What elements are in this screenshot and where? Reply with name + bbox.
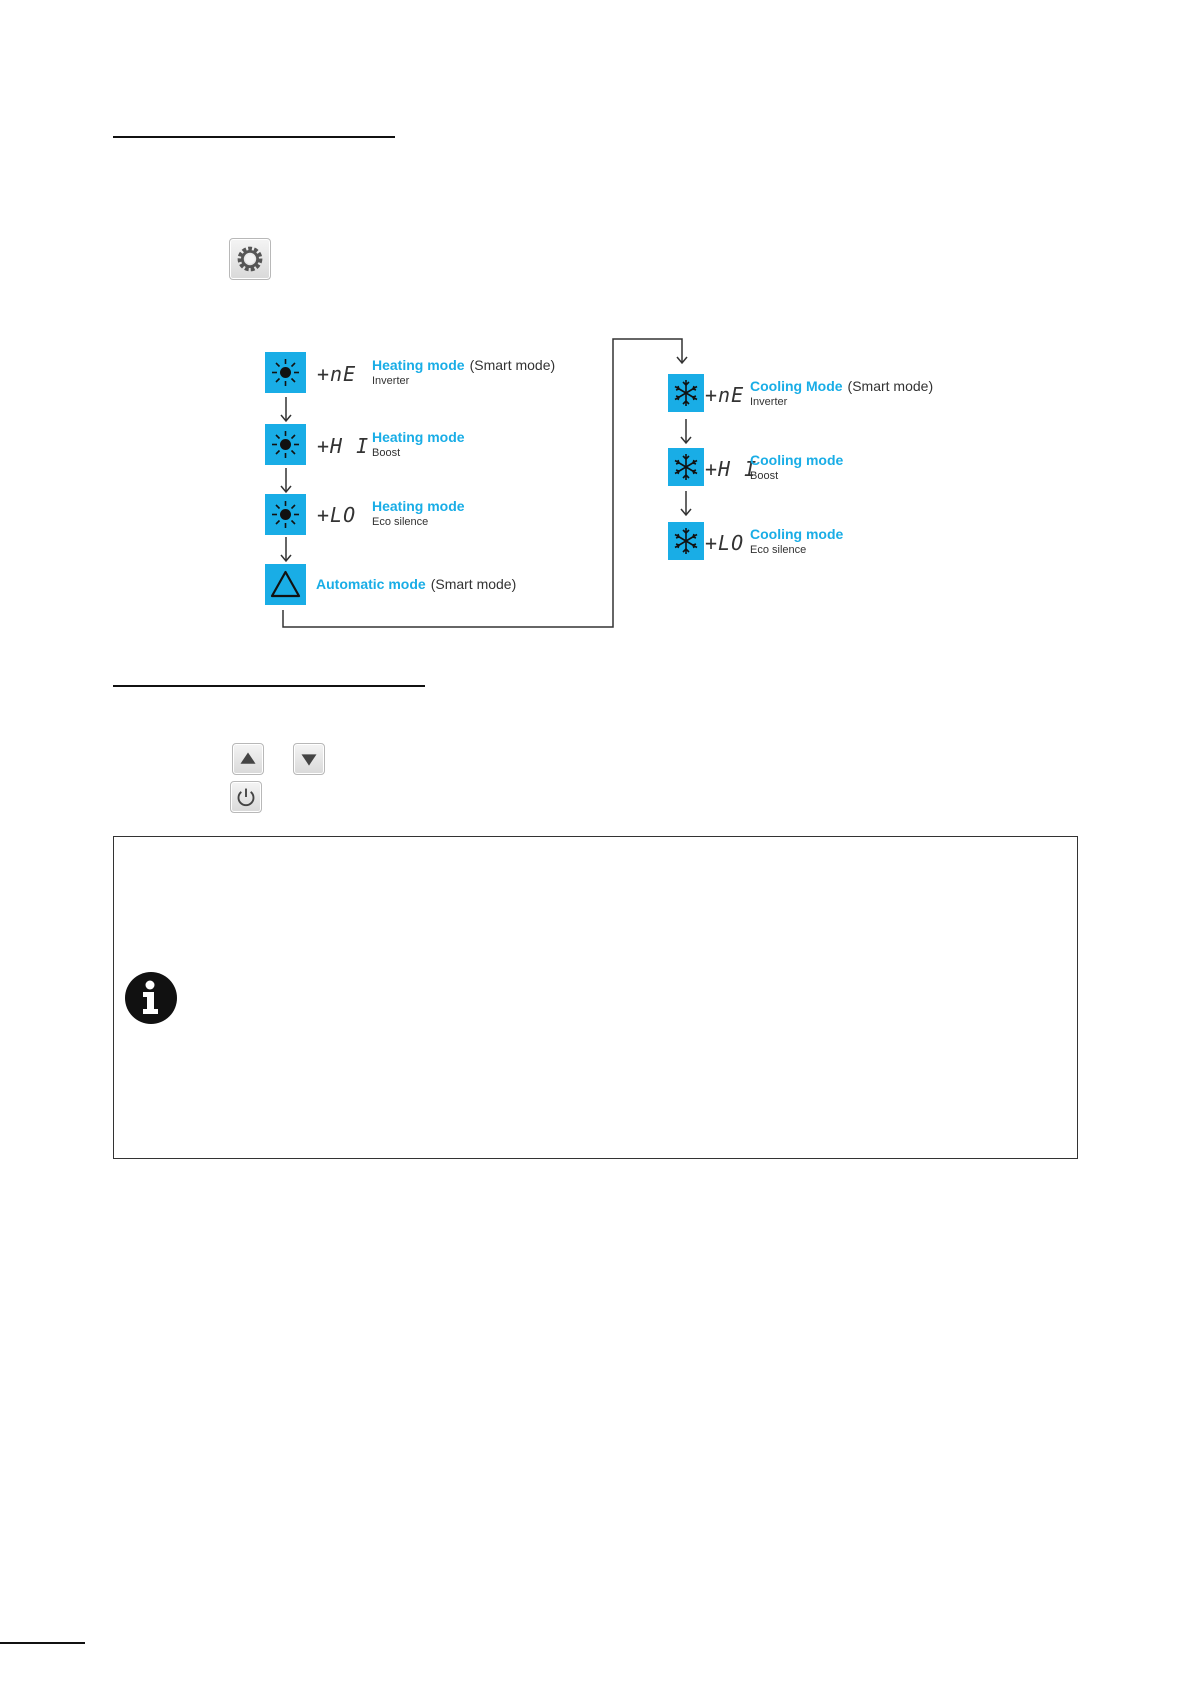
mode-code: +nE <box>705 383 745 407</box>
up-button[interactable] <box>232 743 264 775</box>
mode-subtitle: Eco silence <box>372 516 429 528</box>
mode-title-text: Automatic mode <box>316 576 426 592</box>
mode-title <box>750 526 848 542</box>
snowflake-icon <box>668 448 704 486</box>
info-note-box <box>113 836 1078 1159</box>
snowflake-icon-tile <box>668 448 704 486</box>
down-arrow-icon <box>294 744 324 774</box>
mode-subtitle: Eco silence <box>750 544 807 556</box>
gear-icon <box>230 239 270 279</box>
section-rule-middle <box>113 685 425 687</box>
mode-subtitle: Boost <box>372 447 401 459</box>
mode-paren: (Smart mode) <box>847 378 934 394</box>
mode-title-text: Heating mode <box>372 498 465 514</box>
snowflake-icon <box>668 522 704 560</box>
power-icon <box>231 782 261 812</box>
mode-title <box>750 378 933 394</box>
mode-code: +H I <box>317 434 370 458</box>
mode-code: +LO <box>317 503 357 527</box>
up-arrow-icon <box>233 744 263 774</box>
settings-button[interactable] <box>229 238 271 280</box>
mode-title-text: Heating mode <box>372 357 465 373</box>
mode-subtitle: Boost <box>750 470 779 482</box>
mode-title <box>750 452 848 468</box>
mode-title-text: Heating mode <box>372 429 465 445</box>
mode-code: +nE <box>317 362 357 386</box>
mode-title-text: Cooling Mode <box>750 378 843 394</box>
mode-code: +LO <box>705 531 745 555</box>
power-button[interactable] <box>230 781 262 813</box>
info-icon <box>124 971 178 1025</box>
mode-title-text: Cooling mode <box>750 526 844 542</box>
section-rule-top <box>113 136 395 138</box>
mode-paren: (Smart mode) <box>430 576 517 592</box>
mode-title-text: Cooling mode <box>750 452 844 468</box>
snowflake-icon <box>668 374 704 412</box>
mode-paren: (Smart mode) <box>469 357 556 373</box>
down-arrow-connector <box>679 419 693 445</box>
mode-subtitle: Inverter <box>372 375 410 387</box>
footer-rule <box>0 1642 85 1644</box>
cycle-connector-line <box>270 335 690 630</box>
down-button[interactable] <box>293 743 325 775</box>
mode-code: +H I <box>705 457 758 481</box>
down-arrow-connector <box>679 491 693 517</box>
snowflake-icon-tile <box>668 374 704 412</box>
snowflake-icon-tile <box>668 522 704 560</box>
mode-subtitle: Inverter <box>750 396 788 408</box>
